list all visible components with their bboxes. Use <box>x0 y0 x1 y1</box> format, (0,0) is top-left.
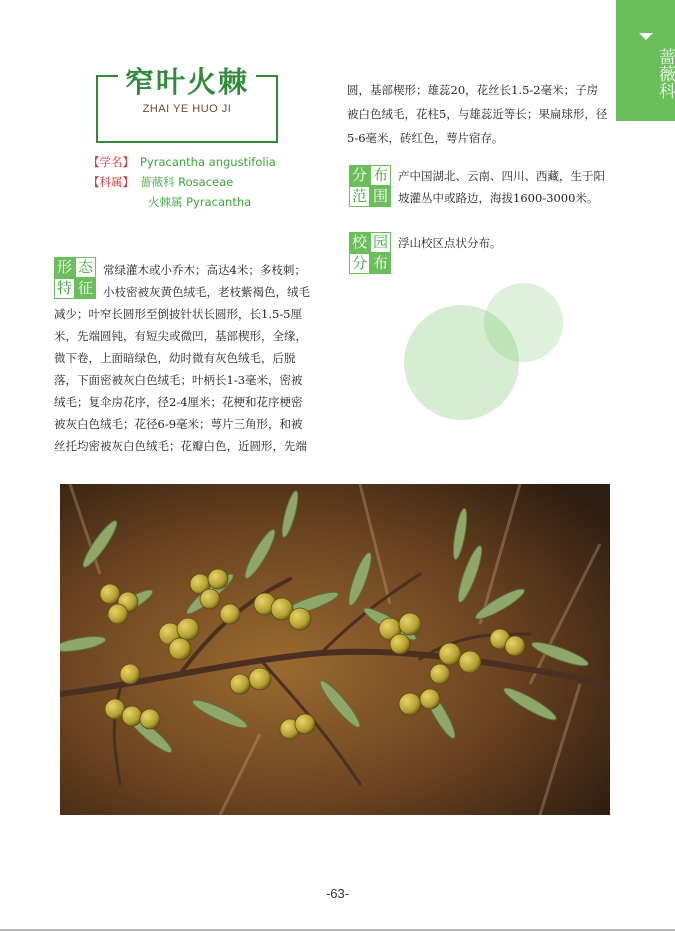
family-tab-label: 蔷薇科 <box>655 48 675 99</box>
family-tab <box>616 0 675 121</box>
campus-badge <box>349 232 391 274</box>
distribution-badge <box>349 165 391 207</box>
morphology-line: 绒毛；复伞房花序，径2-4厘米；花梗和花序梗密 <box>54 395 303 409</box>
family-label: 【科属】 <box>88 175 134 189</box>
morphology-continued-line: 被白色绒毛，花柱5，与雄蕊近等长；果扁球形，径 <box>347 107 608 121</box>
badge-char: 园 <box>370 232 391 253</box>
badge-char: 围 <box>370 186 391 207</box>
page-title: 窄叶火棘 <box>124 65 249 99</box>
morphology-line: 微下卷，上面暗绿色，幼时微有灰色绒毛，后脱 <box>54 351 296 365</box>
taxonomy-block <box>88 152 288 212</box>
badge-char: 分 <box>349 253 370 274</box>
page-number: -63- <box>325 886 350 901</box>
morphology-line: 常绿灌木或小乔木；高达4米；多枝刺； <box>103 263 306 277</box>
badge-char: 态 <box>75 257 96 278</box>
morphology-line: 丝托均密被灰白色绒毛；花瓣白色，近圆形，先端 <box>54 439 307 453</box>
genus-name: 火棘属 Pyracantha <box>148 195 252 209</box>
family-name: 蔷薇科 Rosaceae <box>140 175 234 189</box>
morphology-line: 被灰白色绒毛；花径6-9毫米；萼片三角形，和被 <box>54 417 303 431</box>
pyracantha-branch-photo <box>60 484 610 815</box>
morphology-line: 落，下面密被灰白色绒毛；叶柄长1-3毫米，密被 <box>54 373 303 387</box>
scientific-name-label: 【学名】 <box>88 155 134 169</box>
badge-char: 布 <box>370 253 391 274</box>
page-title-pinyin: ZHAI YE HUO JI <box>142 103 232 115</box>
morphology-line: 米，先端圆钝，有短尖或微凹，基部楔形，全缘， <box>54 329 307 343</box>
badge-char: 形 <box>54 257 75 278</box>
scientific-name: Pyracantha angustifolia <box>140 155 276 169</box>
distribution-line: 坡灌丛中或路边，海拔1600-3000米。 <box>398 191 599 205</box>
badge-char: 分 <box>349 165 370 186</box>
badge-char: 布 <box>370 165 391 186</box>
badge-char: 特 <box>54 278 75 299</box>
triangle-down-icon <box>639 33 653 40</box>
badge-char: 征 <box>75 278 96 299</box>
morphology-continued-line: 圆，基部楔形；雄蕊20，花丝长1.5-2毫米；子房 <box>347 83 599 97</box>
badge-char: 范 <box>349 186 370 207</box>
morphology-badge <box>54 257 96 299</box>
morphology-continued-line: 5-6毫米，砖红色，萼片宿存。 <box>347 131 504 145</box>
morphology-line: 小枝密被灰黄色绒毛，老枝紫褐色，绒毛 <box>103 285 310 299</box>
decorative-circle-small <box>484 283 563 362</box>
morphology-line: 减少；叶窄长圆形至倒披针状长圆形，长1.5-5厘 <box>54 307 302 321</box>
campus-text: 浮山校区点状分布。 <box>398 236 502 250</box>
badge-char: 校 <box>349 232 370 253</box>
distribution-line: 产中国湖北、云南、四川、西藏，生于阳 <box>398 169 605 183</box>
